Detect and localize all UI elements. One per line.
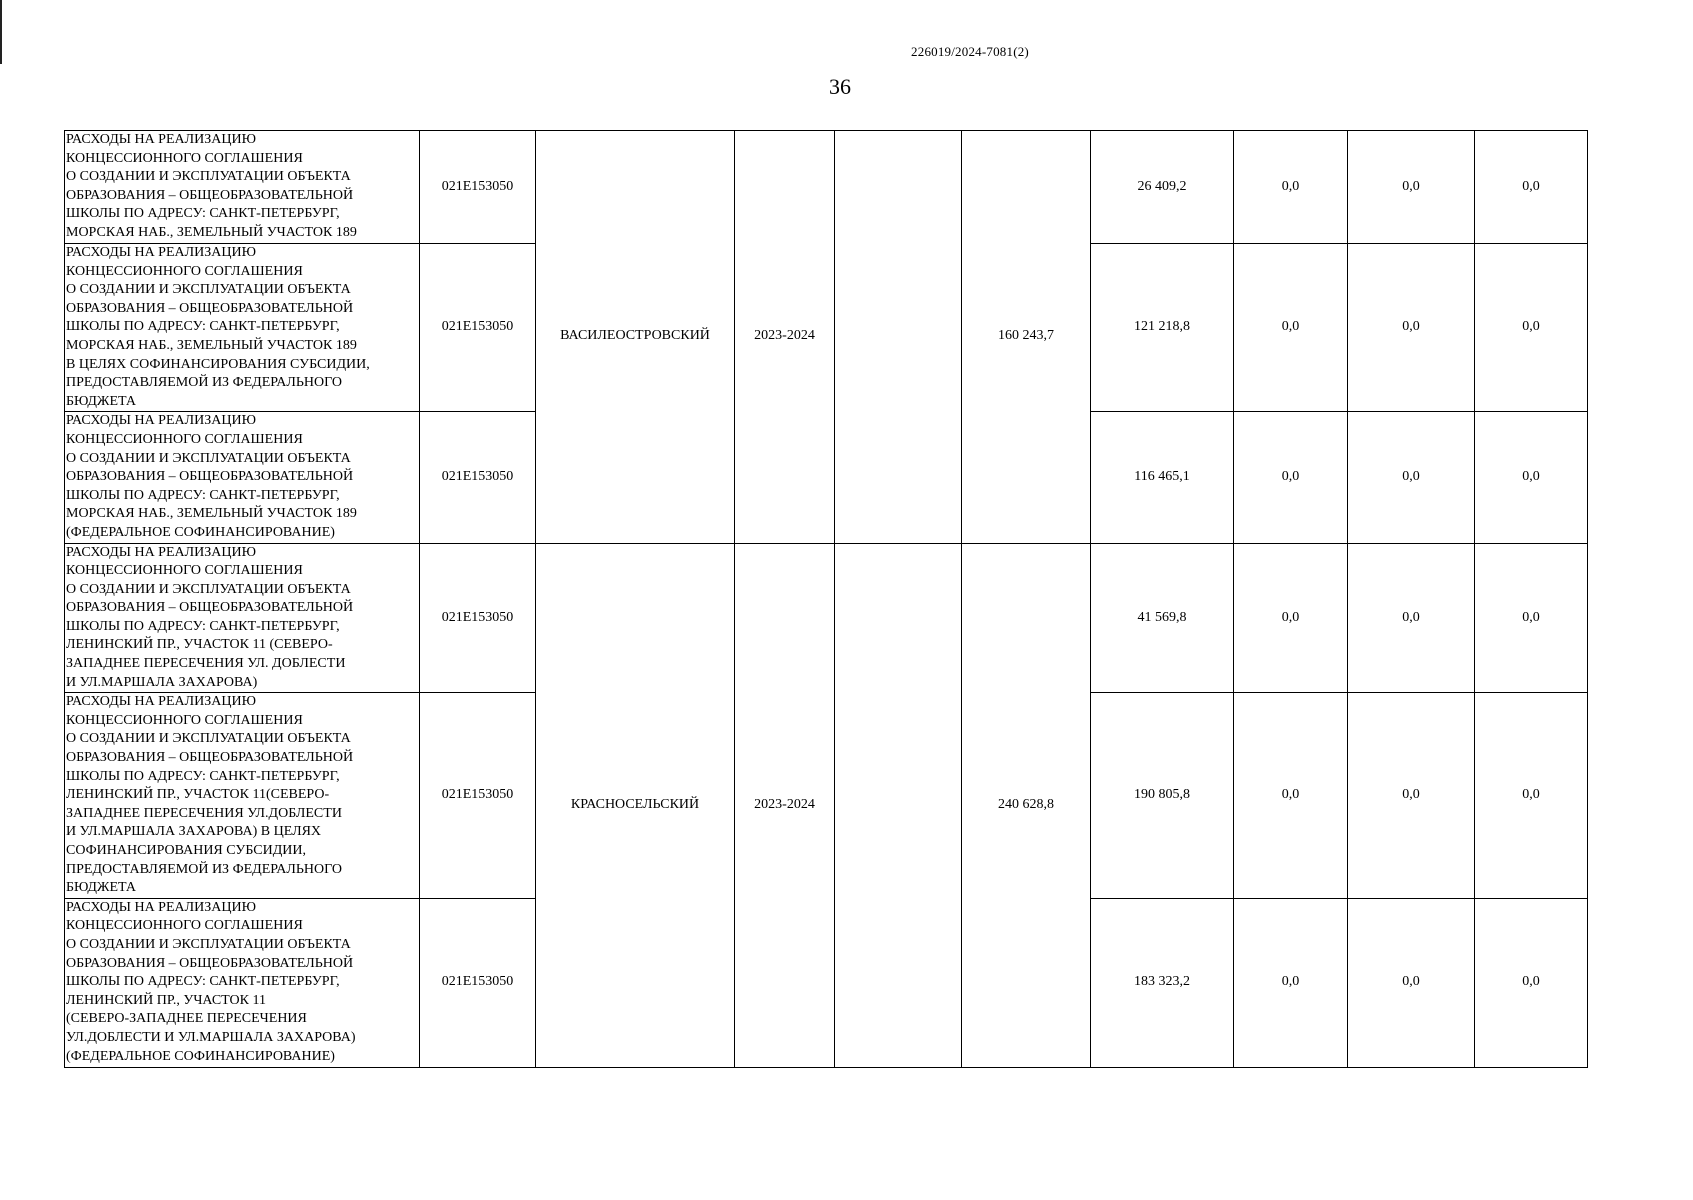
expense-description: РАСХОДЫ НА РЕАЛИЗАЦИЮ КОНЦЕССИОННОГО СОГЛАШЕНИЯ О СОЗДАНИИ И ЭКСПЛУАТАЦИИ ОБЪЕКТА ОБРАЗОВАНИЯ – ОБЩЕОБРАЗОВАТЕЛЬНОЙ ШКОЛЫ ПО АДРЕСУ: САНКТ-ПЕТЕРБУРГ, МОРСКАЯ НАБ., ЗЕМЕЛЬНЫЙ УЧАСТОК 189 В ЦЕЛЯХ СОФИНАНСИРОВАНИЯ СУБСИДИИ, ПРЕДОСТАВЛЯЕМОЙ ИЗ ФЕДЕРАЛЬНОГО БЮДЖЕТА	[65, 244, 420, 412]
empty-cell	[835, 131, 962, 544]
table-row	[65, 131, 1588, 244]
amount: 183 323,2	[1091, 898, 1234, 1067]
expense-description: РАСХОДЫ НА РЕАЛИЗАЦИЮ КОНЦЕССИОННОГО СОГЛАШЕНИЯ О СОЗДАНИИ И ЭКСПЛУАТАЦИИ ОБЪЕКТА ОБРАЗОВАНИЯ – ОБЩЕОБРАЗОВАТЕЛЬНОЙ ШКОЛЫ ПО АДРЕСУ: САНКТ-ПЕТЕРБУРГ, ЛЕНИНСКИЙ ПР., УЧАСТОК 11 (СЕВЕРО- ЗАПАДНЕЕ ПЕРЕСЕЧЕНИЯ УЛ. ДОБЛЕСТИ И УЛ.МАРШАЛА ЗАХАРОВА)	[65, 543, 420, 693]
year-value-2: 0,0	[1348, 898, 1475, 1067]
period: 2023-2024	[735, 543, 835, 1067]
budget-code: 021E153050	[420, 131, 536, 244]
group-total: 160 243,7	[962, 131, 1091, 544]
year-value-3: 0,0	[1475, 412, 1588, 543]
amount: 41 569,8	[1091, 543, 1234, 693]
expense-description: РАСХОДЫ НА РЕАЛИЗАЦИЮ КОНЦЕССИОННОГО СОГЛАШЕНИЯ О СОЗДАНИИ И ЭКСПЛУАТАЦИИ ОБЪЕКТА ОБРАЗОВАНИЯ – ОБЩЕОБРАЗОВАТЕЛЬНОЙ ШКОЛЫ ПО АДРЕСУ: САНКТ-ПЕТЕРБУРГ, МОРСКАЯ НАБ., ЗЕМЕЛЬНЫЙ УЧАСТОК 189	[65, 131, 420, 244]
page-number: 36	[829, 74, 851, 99]
year-value-1: 0,0	[1234, 543, 1348, 693]
budget-code: 021E153050	[420, 693, 536, 899]
amount: 26 409,2	[1091, 131, 1234, 244]
year-value-2: 0,0	[1348, 543, 1475, 693]
amount: 190 805,8	[1091, 693, 1234, 899]
group-total: 240 628,8	[962, 543, 1091, 1067]
year-value-2: 0,0	[1348, 693, 1475, 899]
expense-description: РАСХОДЫ НА РЕАЛИЗАЦИЮ КОНЦЕССИОННОГО СОГЛАШЕНИЯ О СОЗДАНИИ И ЭКСПЛУАТАЦИИ ОБЪЕКТА ОБРАЗОВАНИЯ – ОБЩЕОБРАЗОВАТЕЛЬНОЙ ШКОЛЫ ПО АДРЕСУ: САНКТ-ПЕТЕРБУРГ, МОРСКАЯ НАБ., ЗЕМЕЛЬНЫЙ УЧАСТОК 189 (ФЕДЕРАЛЬНОЕ СОФИНАНСИРОВАНИЕ)	[65, 412, 420, 543]
year-value-3: 0,0	[1475, 898, 1588, 1067]
scan-edge-mark	[0, 0, 2, 64]
year-value-3: 0,0	[1475, 131, 1588, 244]
year-value-1: 0,0	[1234, 244, 1348, 412]
year-value-2: 0,0	[1348, 131, 1475, 244]
empty-cell	[835, 543, 962, 1067]
year-value-2: 0,0	[1348, 244, 1475, 412]
year-value-3: 0,0	[1475, 244, 1588, 412]
budget-code: 021E153050	[420, 244, 536, 412]
year-value-3: 0,0	[1475, 693, 1588, 899]
year-value-1: 0,0	[1234, 412, 1348, 543]
budget-code: 021E153050	[420, 898, 536, 1067]
budget-code: 021E153050	[420, 543, 536, 693]
table-row	[65, 543, 1588, 693]
amount: 121 218,8	[1091, 244, 1234, 412]
district-name: ВАСИЛЕОСТРОВСКИЙ	[536, 131, 735, 544]
year-value-3: 0,0	[1475, 543, 1588, 693]
budget-code: 021E153050	[420, 412, 536, 543]
document-id: 226019/2024-7081(2)	[911, 44, 1029, 59]
year-value-1: 0,0	[1234, 131, 1348, 244]
amount: 116 465,1	[1091, 412, 1234, 543]
period: 2023-2024	[735, 131, 835, 544]
year-value-1: 0,0	[1234, 693, 1348, 899]
year-value-2: 0,0	[1348, 412, 1475, 543]
expense-description: РАСХОДЫ НА РЕАЛИЗАЦИЮ КОНЦЕССИОННОГО СОГЛАШЕНИЯ О СОЗДАНИИ И ЭКСПЛУАТАЦИИ ОБЪЕКТА ОБРАЗОВАНИЯ – ОБЩЕОБРАЗОВАТЕЛЬНОЙ ШКОЛЫ ПО АДРЕСУ: САНКТ-ПЕТЕРБУРГ, ЛЕНИНСКИЙ ПР., УЧАСТОК 11(СЕВЕРО- ЗАПАДНЕЕ ПЕРЕСЕЧЕНИЯ УЛ.ДОБЛЕСТИ И УЛ.МАРШАЛА ЗАХАРОВА) В ЦЕЛЯХ СОФИНАНСИРОВАНИЯ СУБСИДИИ, ПРЕДОСТАВЛЯЕМОЙ ИЗ ФЕДЕРАЛЬНОГО БЮДЖЕТА	[65, 693, 420, 899]
expense-description: РАСХОДЫ НА РЕАЛИЗАЦИЮ КОНЦЕССИОННОГО СОГЛАШЕНИЯ О СОЗДАНИИ И ЭКСПЛУАТАЦИИ ОБЪЕКТА ОБРАЗОВАНИЯ – ОБЩЕОБРАЗОВАТЕЛЬНОЙ ШКОЛЫ ПО АДРЕСУ: САНКТ-ПЕТЕРБУРГ, ЛЕНИНСКИЙ ПР., УЧАСТОК 11 (СЕВЕРО-ЗАПАДНЕЕ ПЕРЕСЕЧЕНИЯ УЛ.ДОБЛЕСТИ И УЛ.МАРШАЛА ЗАХАРОВА) (ФЕДЕРАЛЬНОЕ СОФИНАНСИРОВАНИЕ)	[65, 898, 420, 1067]
budget-table	[64, 130, 1588, 1068]
district-name: КРАСНОСЕЛЬСКИЙ	[536, 543, 735, 1067]
year-value-1: 0,0	[1234, 898, 1348, 1067]
